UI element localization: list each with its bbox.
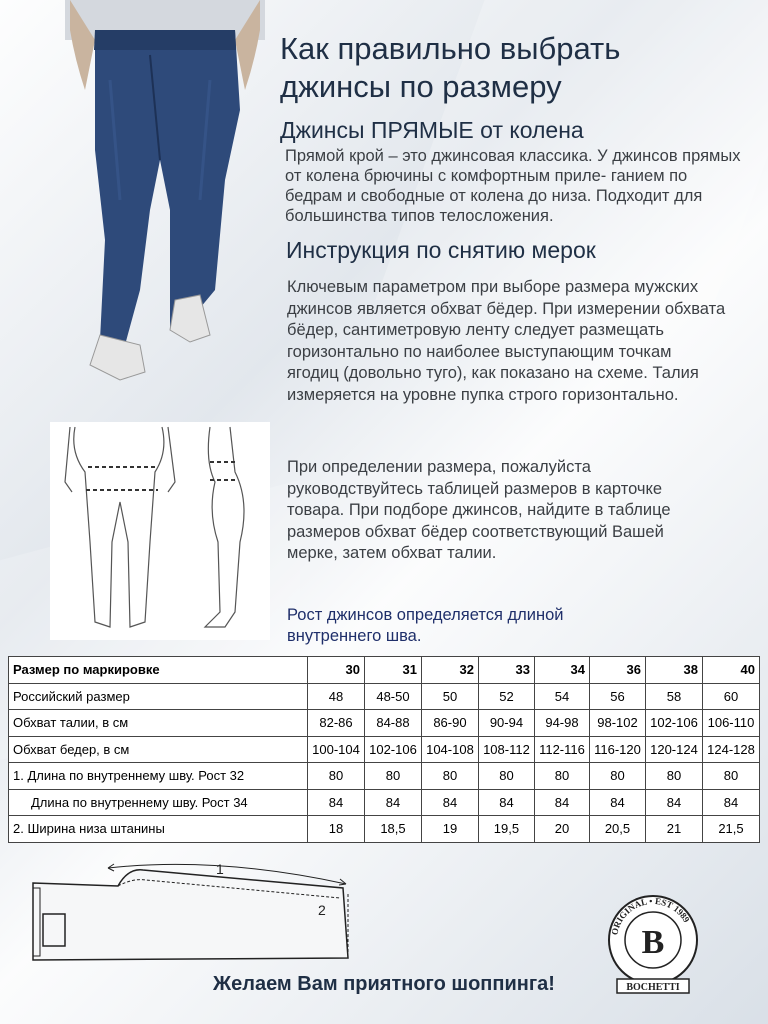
table-cell: 80 <box>364 763 421 790</box>
table-row <box>9 736 760 763</box>
table-row <box>9 763 760 790</box>
row-label: Длина по внутреннему шву. Рост 34 <box>9 789 308 816</box>
table-cell: 80 <box>534 763 589 790</box>
table-cell: 84-88 <box>364 710 421 737</box>
pant-leg-diagram <box>28 858 368 970</box>
row-label: Обхват бедер, в см <box>9 736 308 763</box>
table-cell: 104-108 <box>421 736 478 763</box>
page-title: Как правильно выбрать джинсы по размеру <box>280 31 621 104</box>
size-header: 40 <box>702 657 759 684</box>
table-cell: 108-112 <box>478 736 534 763</box>
width-label: 2 <box>318 902 326 918</box>
table-cell: 80 <box>645 763 702 790</box>
table-cell: 21 <box>645 816 702 843</box>
table-row <box>9 816 760 843</box>
table-row <box>9 683 760 710</box>
table-cell: 60 <box>702 683 759 710</box>
table-cell: 19,5 <box>478 816 534 843</box>
table-cell: 84 <box>589 789 645 816</box>
measurement-sketch <box>50 422 270 640</box>
table-cell: 80 <box>478 763 534 790</box>
table-cell: 124-128 <box>702 736 759 763</box>
table-cell: 80 <box>421 763 478 790</box>
table-cell: 82-86 <box>308 710 365 737</box>
table-cell: 54 <box>534 683 589 710</box>
table-cell: 90-94 <box>478 710 534 737</box>
table-cell: 84 <box>478 789 534 816</box>
table-cell: 94-98 <box>534 710 589 737</box>
table-cell: 86-90 <box>421 710 478 737</box>
table-cell: 48-50 <box>364 683 421 710</box>
table-cell: 106-110 <box>702 710 759 737</box>
size-header: 31 <box>364 657 421 684</box>
table-cell: 84 <box>534 789 589 816</box>
size-header: 32 <box>421 657 478 684</box>
table-cell: 48 <box>308 683 365 710</box>
row-label: 1. Длина по внутреннему шву. Рост 32 <box>9 763 308 790</box>
table-cell: 116-120 <box>589 736 645 763</box>
table-cell: 84 <box>308 789 365 816</box>
table-cell: 18 <box>308 816 365 843</box>
table-cell: 21,5 <box>702 816 759 843</box>
logo-ring-text: ORIGINAL • EST 1989 <box>609 895 692 936</box>
row-label: Обхват талии, в см <box>9 710 308 737</box>
table-cell: 120-124 <box>645 736 702 763</box>
size-header: 38 <box>645 657 702 684</box>
table-cell: 52 <box>478 683 534 710</box>
table-cell: 84 <box>702 789 759 816</box>
row-label: 2. Ширина низа штанины <box>9 816 308 843</box>
table-cell: 84 <box>421 789 478 816</box>
table-cell: 20,5 <box>589 816 645 843</box>
table-cell: 58 <box>645 683 702 710</box>
logo-letter: B <box>641 924 665 961</box>
table-cell: 112-116 <box>534 736 589 763</box>
table-cell: 80 <box>589 763 645 790</box>
table-header-label: Размер по маркировке <box>9 657 308 684</box>
table-cell: 100-104 <box>308 736 365 763</box>
table-row <box>9 710 760 737</box>
table-header-row <box>9 657 760 684</box>
table-cell: 56 <box>589 683 645 710</box>
instructions-heading: Инструкция по снятию мерок <box>286 237 596 263</box>
table-cell: 80 <box>702 763 759 790</box>
table-cell: 84 <box>364 789 421 816</box>
logo-brand: BOCHETTI <box>626 982 680 993</box>
cut-subtitle: Джинсы ПРЯМЫЕ от колена <box>280 117 584 143</box>
table-cell: 80 <box>308 763 365 790</box>
jeans-model-illustration <box>50 0 280 385</box>
size-header: 33 <box>478 657 534 684</box>
row-label: Российский размер <box>9 683 308 710</box>
size-header: 34 <box>534 657 589 684</box>
table-cell: 98-102 <box>589 710 645 737</box>
instructions-paragraph-1: Ключевым параметром при выборе размера мужских джинсов является обхват бёдер. При измерении обхвата бёдер, сантиметровую ленту следует размещать горизонтально по наиболее выступающим точкам ягодиц (довольно туго), как показано на схеме. Талия измеряется на уровне пупка строго горизонтально. <box>287 278 726 404</box>
table-cell: 20 <box>534 816 589 843</box>
table-cell: 84 <box>645 789 702 816</box>
table-cell: 102-106 <box>364 736 421 763</box>
footer-message: Желаем Вам приятного шоппинга! <box>213 973 555 995</box>
table-cell: 18,5 <box>364 816 421 843</box>
table-cell: 102-106 <box>645 710 702 737</box>
size-header: 30 <box>308 657 365 684</box>
cut-description: Прямой крой – это джинсовая классика. У джинсов прямых от колена брючины с комфортным приле- ганием по бедрам и свободные от колена до низа. Подходит для большинства типов телосложения. <box>285 147 741 225</box>
table-row <box>9 789 760 816</box>
instructions-paragraph-2: При определении размера, пожалуйста руководствуйтесь таблицей размеров в карточке товара. При подборе джинсов, найдите в таблице размеров обхват бёдер соответствующий Вашей мерке, затем обхват талии. <box>287 458 671 562</box>
size-header: 36 <box>589 657 645 684</box>
length-label: 1 <box>216 861 224 877</box>
table-cell: 19 <box>421 816 478 843</box>
size-table <box>8 656 760 843</box>
inseam-note: Рост джинсов определяется длиной внутреннего шва. <box>287 606 564 645</box>
table-cell: 50 <box>421 683 478 710</box>
